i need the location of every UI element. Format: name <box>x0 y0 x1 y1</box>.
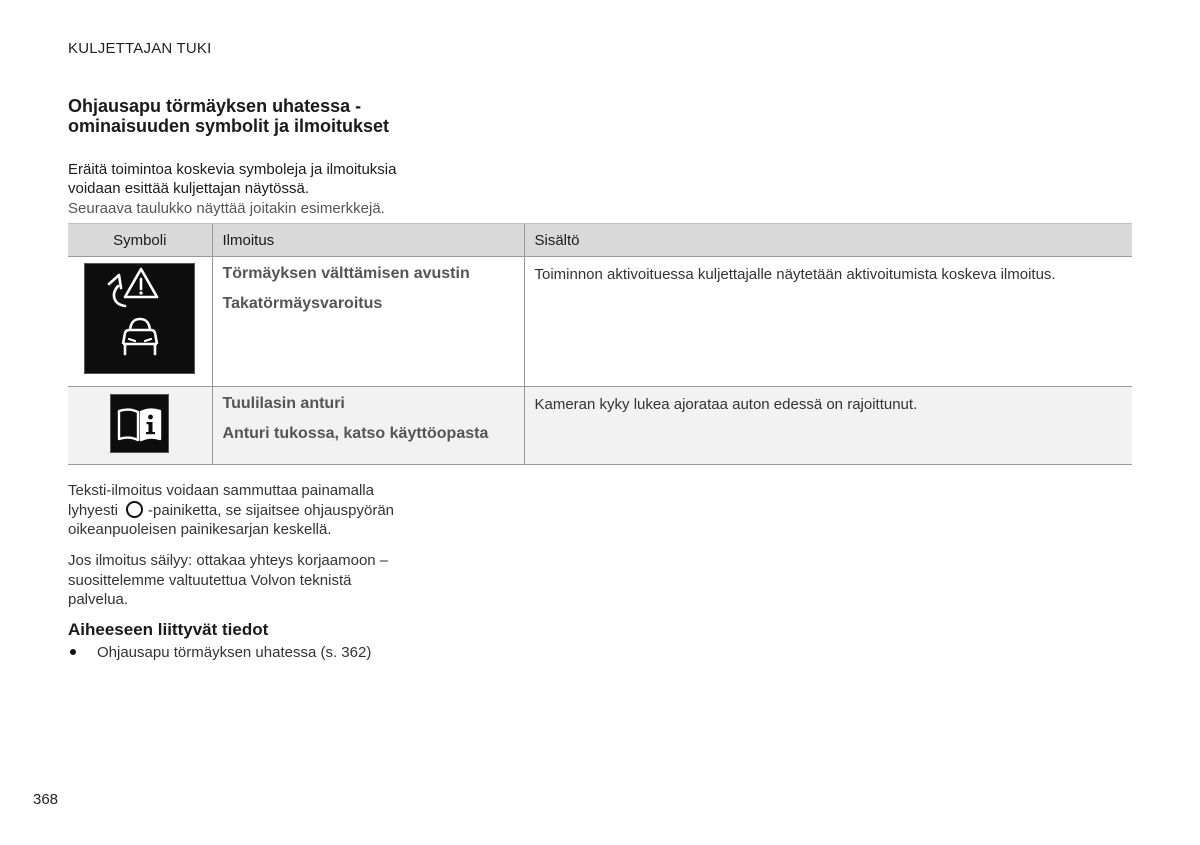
intro-text-secondary: Seuraava taulukko näyttää joitakin esimerkkejä. <box>68 200 385 217</box>
dismiss-instruction-start: Teksti-ilmoitus voidaan sammuttaa painamalla lyhyesti <box>68 482 374 519</box>
page-number: 368 <box>33 791 59 808</box>
page-title: Ohjausapu törmäyksen uhatessa - ominaisuuden symbolit ja ilmoitukset <box>68 96 390 136</box>
notice-subtitle: Anturi tukossa, katso käyttöopasta <box>222 425 489 442</box>
related-info-list <box>68 643 371 662</box>
related-info-item[interactable] <box>68 643 371 662</box>
symbols-table <box>68 223 1132 465</box>
content-text: Kameran kyky lukea ajorataa auton edessä on rajoittunut. <box>534 396 918 413</box>
notice-subtitle: Takatörmäysvaroitus <box>222 295 383 312</box>
content-cell <box>524 257 1132 387</box>
notice-title: Tuulilasin anturi <box>222 395 345 412</box>
notice-cell <box>212 257 524 387</box>
intro-text: Eräitä toimintoa koskevia symboleja ja ilmoituksia voidaan esittää kuljettajan näytössä. <box>68 161 397 197</box>
notice-cell <box>212 387 524 465</box>
bullet-icon <box>70 649 76 655</box>
related-info-link[interactable]: Ohjausapu törmäyksen uhatessa (s. 362) <box>97 644 372 661</box>
content-cell <box>524 387 1132 465</box>
table-row <box>68 387 1132 465</box>
dismiss-instruction-end: -painiketta, se sijaitsee ohjauspyörän oikeanpuoleisen painikesarjan keskellä. <box>68 501 395 538</box>
column-header-notice: Ilmoitus <box>212 224 524 257</box>
content-text: Toiminnon aktivoituessa kuljettajalle näytetään aktivoitumista koskeva ilmoitus. <box>534 266 1056 283</box>
dismiss-instruction <box>68 481 408 540</box>
collision-avoidance-warning-icon <box>84 263 195 374</box>
column-header-content: Sisältö <box>524 224 1132 257</box>
symbol-cell <box>68 257 212 387</box>
symbol-cell <box>68 387 212 465</box>
column-header-symbol: Symboli <box>68 224 212 257</box>
notice-title: Törmäyksen välttämisen avustin <box>222 265 470 282</box>
table-header-row <box>68 224 1132 257</box>
related-info-title: Aiheeseen liittyvät tiedot <box>68 620 269 639</box>
circle-button-icon <box>126 501 143 518</box>
service-instruction: Jos ilmoitus säilyy: ottakaa yhteys korjaamoon – suosittelemme valtuutettua Volvon teknistä palvelua. <box>68 552 389 608</box>
manual-info-icon <box>110 394 169 453</box>
table-row <box>68 257 1132 387</box>
section-header: KULJETTAJAN TUKI <box>68 40 212 57</box>
